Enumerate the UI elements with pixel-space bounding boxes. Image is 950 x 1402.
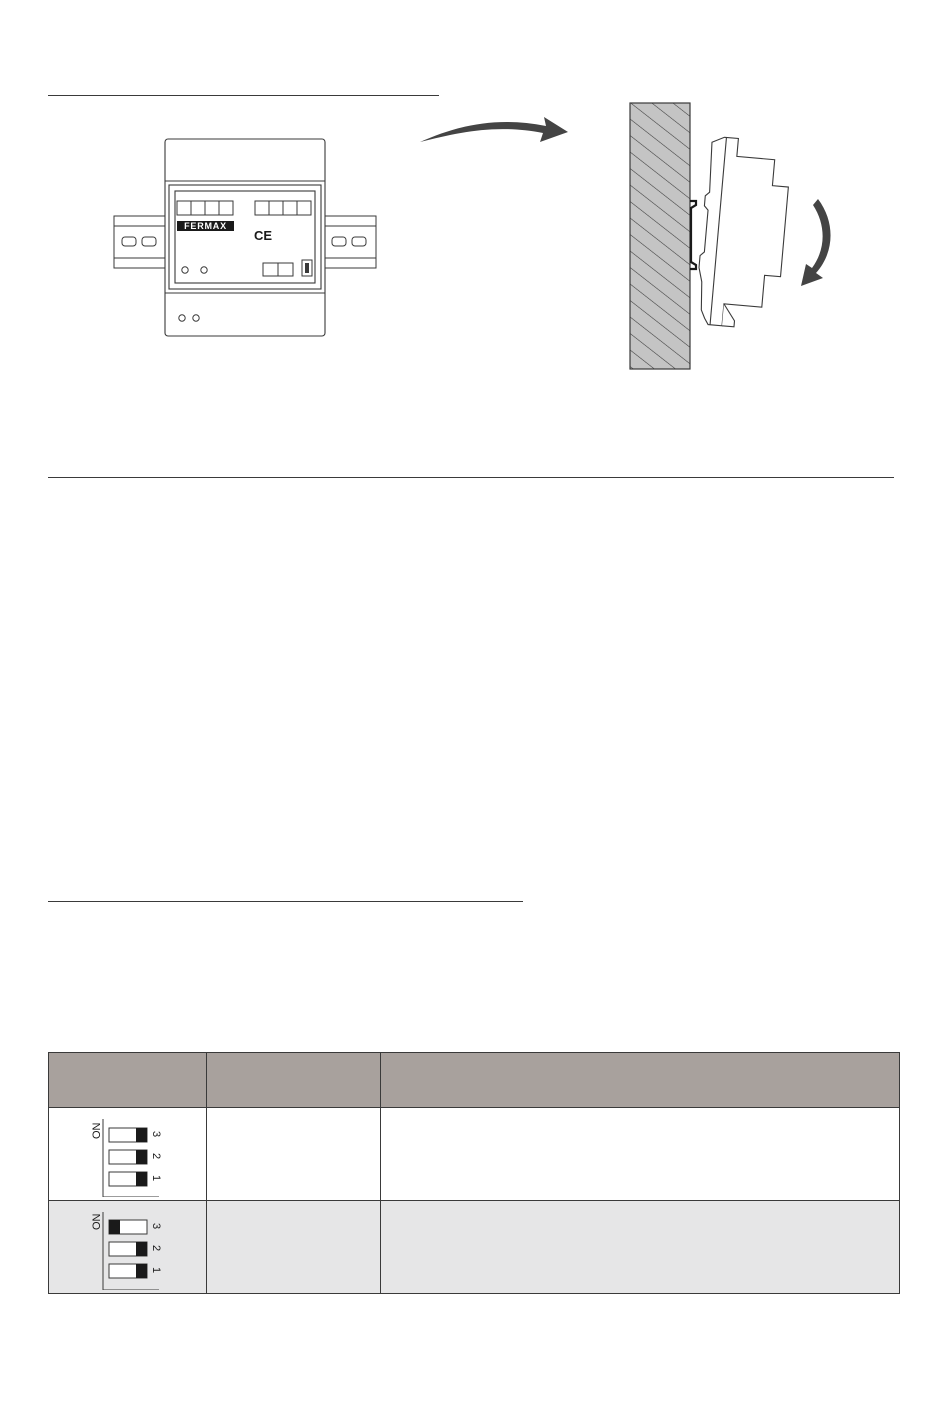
module-body — [165, 139, 325, 336]
dip-switch-diagram-all-on — [87, 1111, 167, 1197]
dip-switch-2 — [109, 1242, 162, 1256]
section-rule-lower — [48, 901, 523, 902]
wall-section — [630, 103, 690, 369]
din-rail-profile — [690, 201, 696, 269]
led-indicator-1 — [182, 267, 188, 273]
svg-text:2: 2 — [150, 1153, 162, 1160]
brand-logo-text: FERMAX — [184, 221, 227, 232]
din-rail-right — [324, 216, 376, 268]
table-cell — [207, 1108, 381, 1201]
dip-diagram-cell — [49, 1201, 207, 1294]
dip-switch-3 — [109, 1220, 162, 1234]
ce-mark: CE — [254, 228, 273, 243]
svg-text:1: 1 — [150, 1175, 162, 1182]
table-header-row — [49, 1053, 900, 1108]
table-cell — [381, 1108, 900, 1201]
dip-switch-table — [48, 1052, 900, 1294]
device-side-profile — [694, 136, 792, 330]
dip-switch-1 — [109, 1172, 162, 1186]
table-cell — [381, 1201, 900, 1294]
din-rail-left — [114, 216, 166, 268]
on-label: ON — [91, 1213, 103, 1230]
terminal-block-right — [255, 201, 311, 215]
terminal-block-left — [177, 201, 233, 215]
led-indicator-2 — [201, 267, 207, 273]
svg-text:1: 1 — [150, 1267, 162, 1274]
din-mount-side-illustration — [620, 95, 850, 375]
on-label: ON — [91, 1122, 103, 1139]
small-switch-lever — [305, 263, 309, 273]
table-header-cell — [49, 1053, 207, 1108]
table-header-cell — [207, 1053, 381, 1108]
dip-switch-2 — [109, 1150, 162, 1164]
dip-diagram-cell — [49, 1108, 207, 1201]
section-rule-top — [48, 95, 439, 96]
dip-switch-1 — [109, 1264, 162, 1278]
table-header-cell — [381, 1053, 900, 1108]
svg-text:2: 2 — [150, 1245, 162, 1252]
svg-text:3: 3 — [150, 1223, 162, 1230]
dip-switch-3 — [109, 1128, 162, 1142]
led-lower-1 — [179, 315, 185, 321]
table-row — [49, 1108, 900, 1201]
table-cell — [207, 1201, 381, 1294]
dip-switch-diagram-sw3-off — [87, 1204, 167, 1290]
section-rule-middle — [48, 477, 894, 478]
curved-arrow-icon — [416, 110, 574, 150]
svg-text:3: 3 — [150, 1131, 162, 1138]
table-row — [49, 1201, 900, 1294]
bottom-connector — [263, 263, 293, 276]
rotate-arrow-icon — [801, 199, 831, 286]
led-lower-2 — [193, 315, 199, 321]
din-device-front-illustration — [100, 130, 390, 345]
